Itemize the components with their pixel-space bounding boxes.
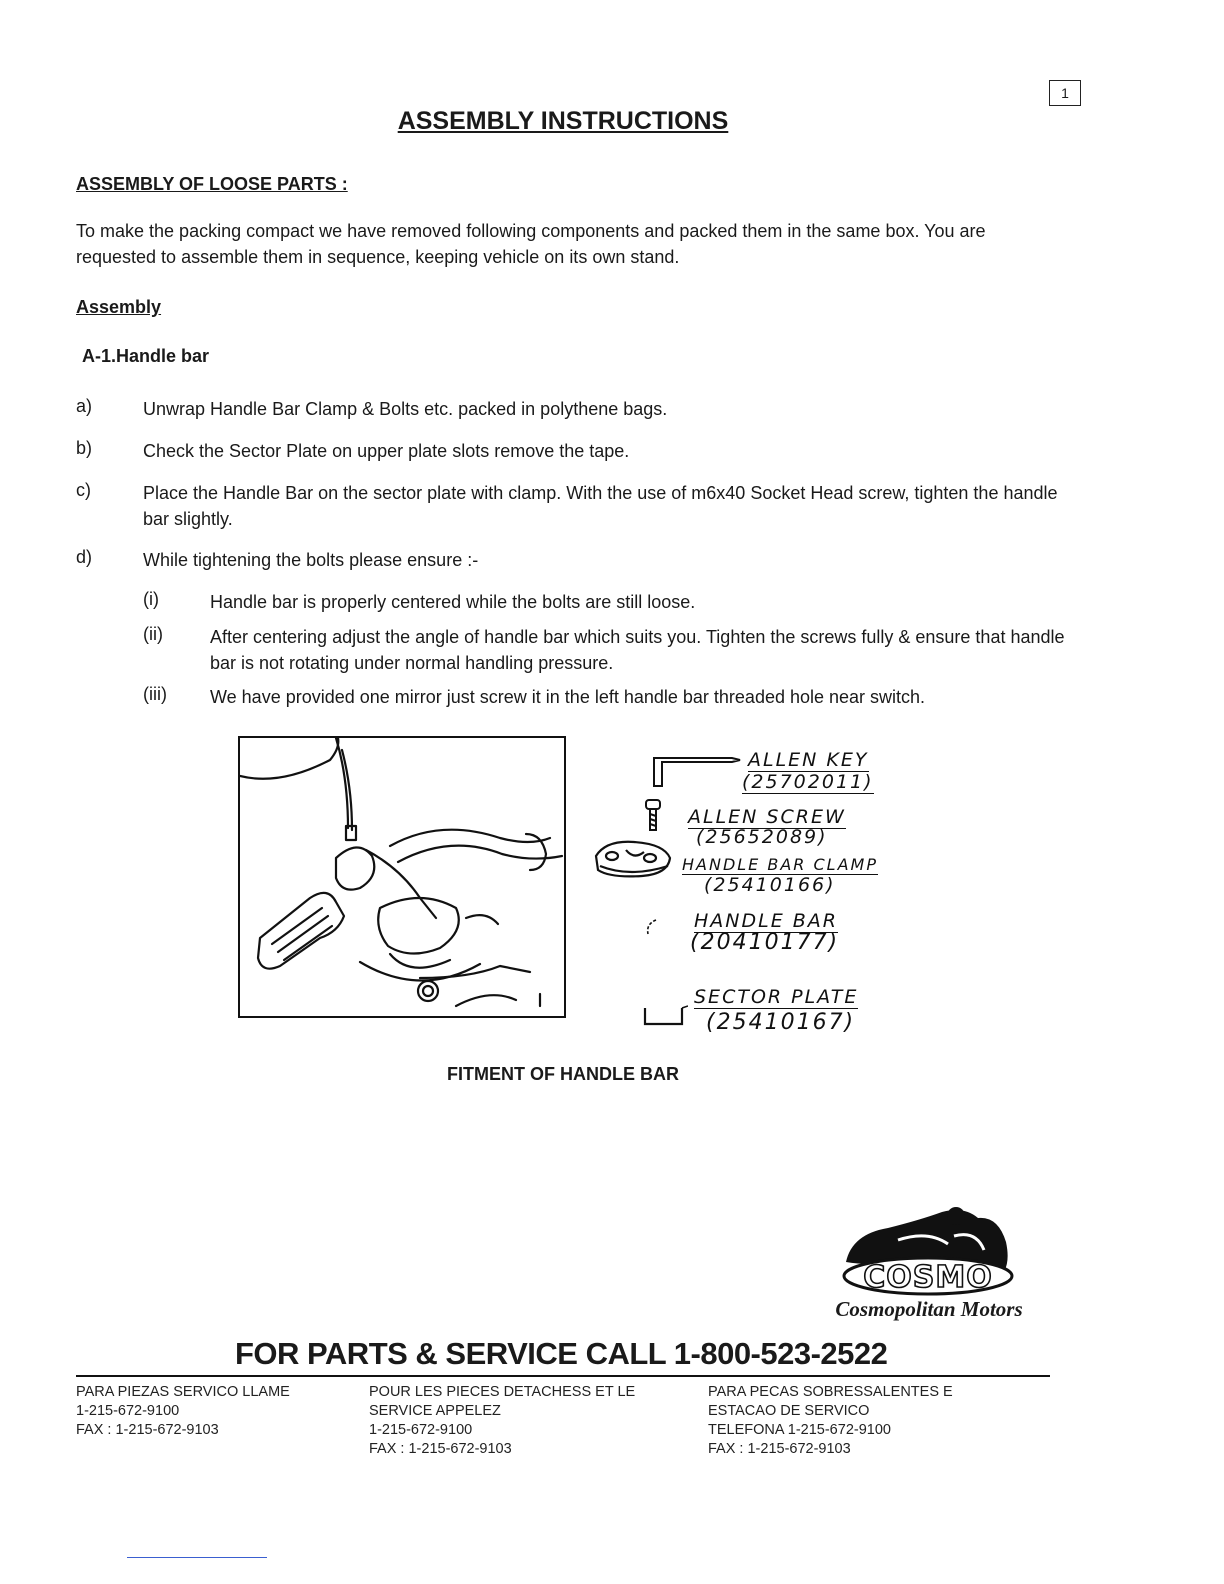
footer-line: PARA PECAS SOBRESSALENTES E [708, 1384, 953, 1400]
part-number: (25410166) [704, 874, 836, 896]
part-number: (25410167) [706, 1010, 856, 1035]
part-name: SECTOR PLATE [694, 986, 859, 1008]
part-number: (25652089) [696, 826, 828, 848]
footer-line: 1-215-672-9100 [76, 1403, 180, 1419]
part-name: ALLEN KEY [748, 749, 869, 771]
footer-spanish [76, 1383, 290, 1440]
step-text: While tightening the bolts please ensure :- [143, 550, 479, 570]
assembly-heading: Assembly [76, 297, 162, 317]
footer-line: 1-215-672-9100 [369, 1422, 473, 1438]
fitment-illustration [238, 736, 566, 1018]
sub-step-number: (ii) [143, 624, 163, 644]
footer-french [369, 1383, 635, 1459]
allen-key-icon [650, 750, 746, 790]
sub-step-text: After centering adjust the angle of handle bar which suits you. Tighten the screws fully & ensure that handle bar is not rotating under normal handling pressure. [210, 627, 1065, 673]
step-letter: c) [76, 480, 91, 500]
footer-divider [76, 1375, 1050, 1377]
page-number: 1 [1049, 80, 1081, 106]
sector-plate-icon [642, 1002, 688, 1028]
step-text: Place the Handle Bar on the sector plate with clamp. With the use of m6x40 Socket Head screw, tighten the handle bar slightly. [143, 483, 1058, 529]
section-heading: ASSEMBLY OF LOOSE PARTS : [76, 174, 348, 194]
page-title: ASSEMBLY INSTRUCTIONS [397, 107, 729, 135]
footer-line: SERVICE APPELEZ [369, 1403, 501, 1419]
footer-line: FAX : 1-215-672-9103 [76, 1422, 219, 1438]
clamp-icon [590, 836, 676, 884]
footer-line: FAX : 1-215-672-9103 [708, 1441, 851, 1457]
handle-bar-heading: A-1.Handle bar [82, 346, 210, 366]
step-letter: a) [76, 396, 93, 416]
handlebar-drawing-icon [240, 738, 564, 1016]
sub-step-text: We have provided one mirror just screw it in the left handle bar threaded hole near switch. [210, 687, 926, 707]
figure-caption: FITMENT OF HANDLE BAR [447, 1064, 679, 1084]
footer-portuguese [708, 1383, 953, 1459]
sub-step-text: Handle bar is properly centered while the bolts are still loose. [210, 592, 696, 612]
step-text: Check the Sector Plate on upper plate slots remove the tape. [143, 441, 630, 461]
part-number: (25702011) [742, 771, 874, 793]
step-text: Unwrap Handle Bar Clamp & Bolts etc. packed in polythene bags. [143, 399, 668, 419]
part-name: ALLEN SCREW [688, 806, 846, 828]
footer-line: TELEFONA 1-215-672-9100 [708, 1422, 891, 1438]
footer-line: POUR LES PIECES DETACHESS ET LE [369, 1384, 636, 1400]
handle-bar-icon [642, 916, 664, 940]
footer-line: PARA PIEZAS SERVICO LLAME [76, 1384, 290, 1400]
sub-step-number: (iii) [143, 684, 167, 704]
part-name: HANDLE BAR CLAMP [682, 855, 878, 874]
allen-screw-icon [642, 798, 666, 834]
step-letter: b) [76, 438, 93, 458]
scan-mark-line [127, 1557, 267, 1558]
intro-paragraph: To make the packing compact we have removed following components and packed them in the same box. You are requested to assemble them in sequence, keeping vehicle on its own stand. [76, 221, 986, 267]
sub-step-number: (i) [143, 589, 159, 609]
step-letter: d) [76, 547, 93, 567]
part-name: HANDLE BAR [694, 910, 838, 932]
footer-line: FAX : 1-215-672-9103 [369, 1441, 512, 1457]
footer-line: ESTACAO DE SERVICO [708, 1403, 870, 1419]
brand-name: Cosmopolitan Motors [835, 1297, 1023, 1321]
cosmo-logo-lettering: COSMO [863, 1260, 993, 1295]
cosmo-logo-icon [838, 1200, 1018, 1298]
service-phone-line: FOR PARTS & SERVICE CALL 1-800-523-2522 [235, 1336, 888, 1371]
part-number: (20410177) [690, 930, 840, 955]
